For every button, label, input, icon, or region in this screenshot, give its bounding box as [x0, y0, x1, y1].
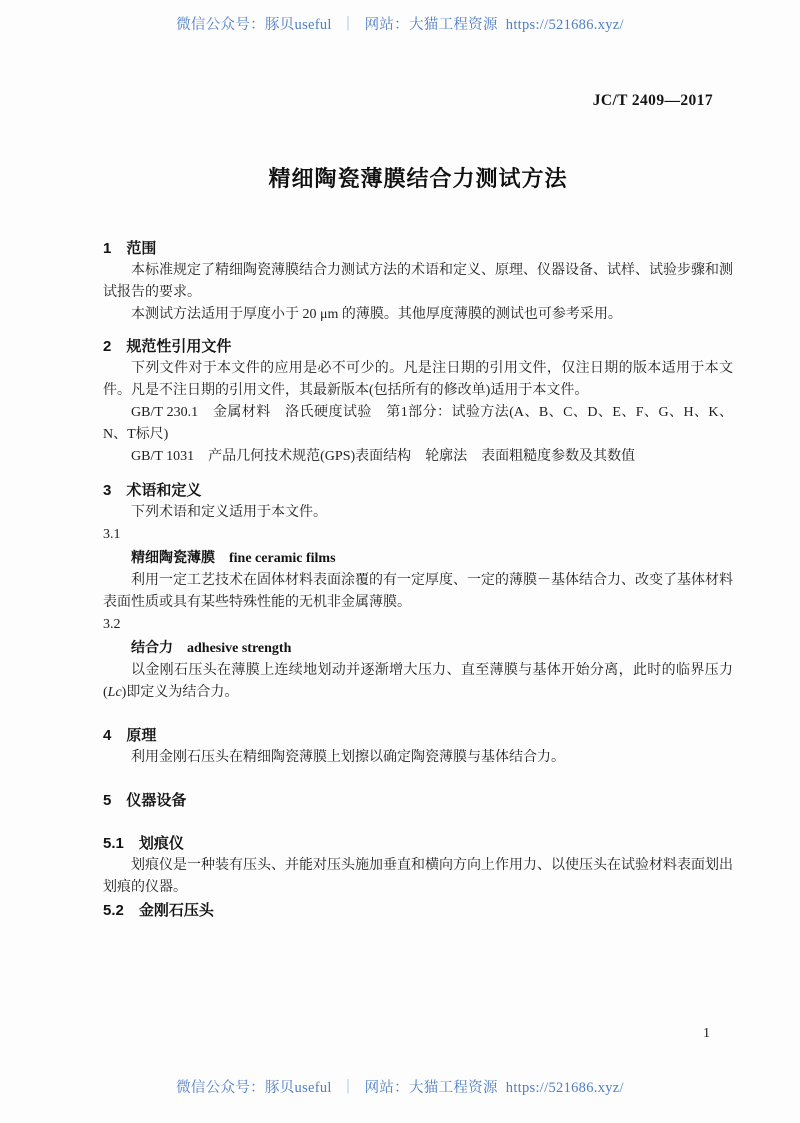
term-3-1-title [103, 546, 733, 570]
wechat-account-label-footer: 微信公众号：豚贝useful [176, 1080, 332, 1096]
standard-number: JC/T 2409—2017 [592, 92, 713, 109]
website-label-footer: 网站：大猫工程资源 [364, 1080, 498, 1096]
section-scope [103, 238, 733, 326]
section-4-paragraph: 利用金刚石压头在精细陶瓷薄膜上划擦以确定陶瓷薄膜与基体结合力。 [131, 750, 565, 765]
term-3-2-number: 3.2 [103, 617, 121, 632]
section-3-heading: 3 术语和定义 [103, 482, 202, 499]
section-principle [103, 725, 733, 769]
website-url: https://521686.xyz/ [505, 17, 624, 33]
reference-gbt-1031: GB/T 1031 产品几何技术规范(GPS)表面结构 轮廓法 表面粗糙度参数及其数值 [131, 449, 636, 464]
section-5-1-heading: 5.1 划痕仪 [103, 835, 184, 852]
document-title: 精细陶瓷薄膜结合力测试方法 [268, 166, 568, 191]
term-3-2-definition-post: )即定义为结合力。 [121, 685, 239, 700]
section-1-paragraph-1: 本标准规定了精细陶瓷薄膜结合力测试方法的术语和定义、原理、仪器设备、试样、试验步骤和测试报告的要求。 [103, 263, 733, 300]
section-5-1-paragraph: 划痕仪是一种装有压头、并能对压头施加垂直和横向方向上作用力、以使压头在试验材料表面划出划痕的仪器。 [103, 858, 733, 895]
watermark-separator-icon-footer: ｜ [340, 1080, 356, 1096]
term-3-2-definition-pre: 以金刚石压头在薄膜上连续地划动并逐渐增大压力、直至薄膜与基体开始分离，此时的临界压力( [103, 663, 733, 700]
term-3-2-definition [103, 660, 733, 704]
term-3-1-number: 3.1 [103, 527, 121, 542]
reference-gbt-230-1: GB/T 230.1 金属材料 洛氏硬度试验 第1部分：试验方法(A、B、C、D、E、F、G、H、K、N、T标尺) [103, 405, 733, 442]
term-3-2-title [103, 636, 733, 660]
section-terms-definitions [103, 480, 733, 704]
section-apparatus [103, 790, 733, 922]
term-3-2-chinese: 结合力 [131, 639, 173, 655]
section-2-heading: 2 规范性引用文件 [103, 338, 232, 355]
term-3-1-definition: 利用一定工艺技术在固体材料表面涂覆的有一定厚度、一定的薄膜－基体结合力、改变了基体材料表面性质或具有某些特殊性能的无机非金属薄膜。 [103, 573, 733, 610]
website-url-footer: https://521686.xyz/ [505, 1080, 624, 1096]
website-label: 网站：大猫工程资源 [364, 17, 498, 33]
watermark-header [0, 13, 800, 34]
critical-load-symbol: Lc [107, 685, 122, 700]
watermark-separator-icon: ｜ [340, 17, 356, 33]
section-4-heading: 4 原理 [103, 727, 157, 744]
section-2-paragraph: 下列文件对于本文件的应用是必不可少的。凡是注日期的引用文件，仅注日期的版本适用于本文件。凡是不注日期的引用文件，其最新版本(包括所有的修改单)适用于本文件。 [103, 361, 733, 398]
watermark-footer [0, 1076, 800, 1097]
terms-intro: 下列术语和定义适用于本文件。 [131, 505, 327, 520]
wechat-account-label: 微信公众号：豚贝useful [176, 17, 332, 33]
section-1-heading: 1 范围 [103, 240, 157, 257]
section-5-heading: 5 仪器设备 [103, 792, 187, 809]
term-3-2-english: adhesive strength [187, 641, 292, 656]
term-3-1-english: fine ceramic films [229, 551, 336, 566]
section-normative-references [103, 336, 733, 468]
document-content [0, 92, 800, 922]
section-1-paragraph-2: 本测试方法适用于厚度小于 20 μm 的薄膜。其他厚度薄膜的测试也可参考采用。 [131, 307, 622, 322]
section-5-2-heading: 5.2 金刚石压头 [103, 902, 214, 919]
page-number: 1 [703, 1026, 710, 1041]
term-3-1-chinese: 精细陶瓷薄膜 [131, 549, 215, 565]
